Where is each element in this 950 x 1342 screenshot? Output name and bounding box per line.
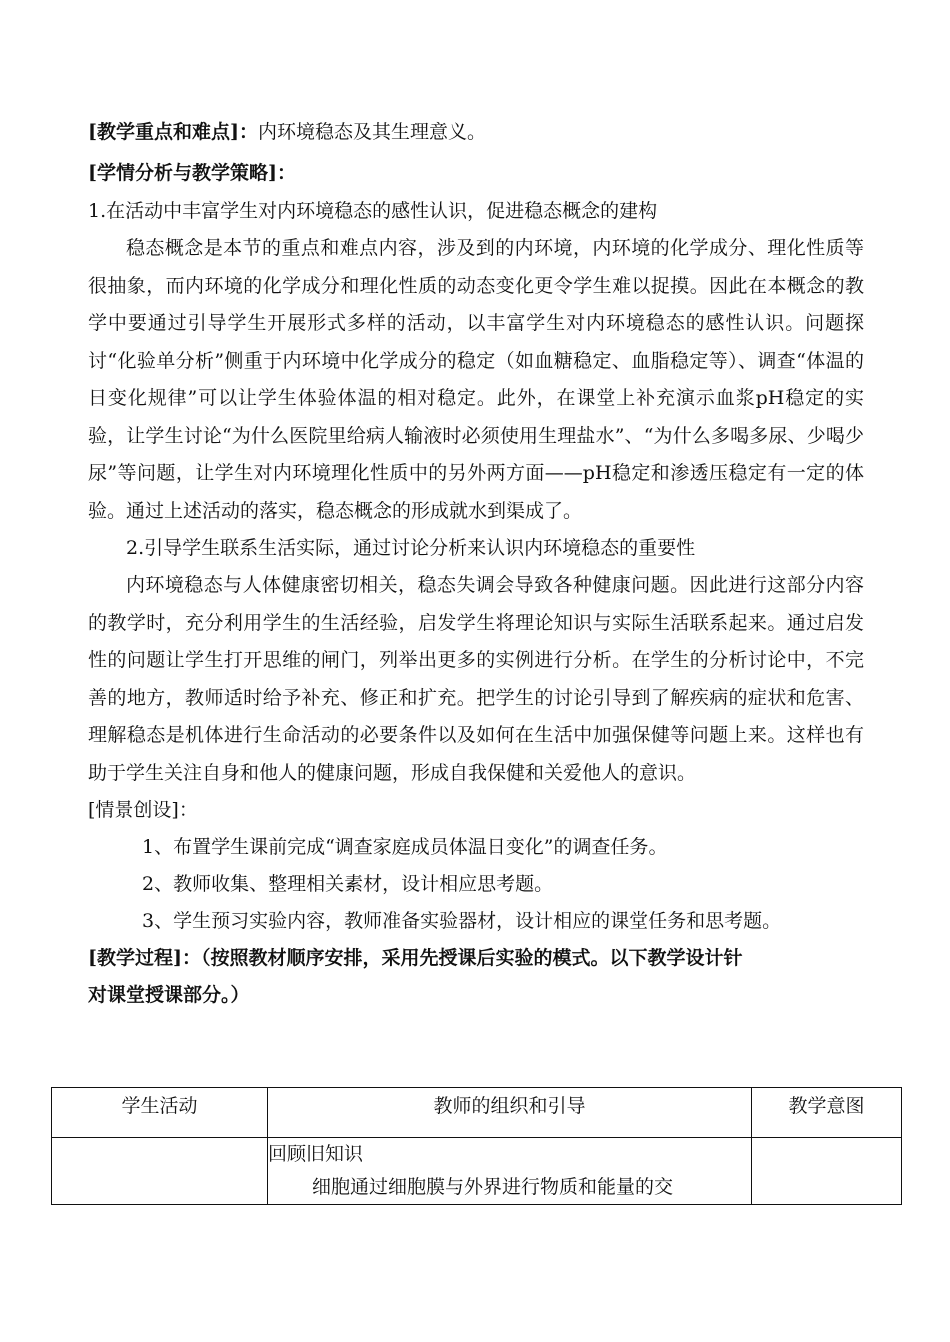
cell-teaching-intent — [752, 1138, 902, 1205]
strategy2-body: 内环境稳态与人体健康密切相关，稳态失调会导致各种健康问题。因此进行这部分内容的教学时，充分利用学生的生活经验，启发学生将理论知识与实际生活联系起来。通过启发性的问题让学生打开思维的闸门，列举出更多的实例进行分析。在学生的分析讨论中，不完善的地方，教师适时给予补充、修正和扩充。把学生的讨论引导到了解疾病的症状和危害、理解稳态是机体进行生命活动的必要条件以及如何在生活中加强保健等问题上来。这样也有助于学生关注自身和他人的健康问题，形成自我保健和关爱他人的意识。 — [88, 574, 864, 784]
lesson-table — [51, 1087, 902, 1205]
scenario-item: 2、教师收集、整理相关素材，设计相应思考题。 — [142, 873, 554, 895]
review-text: 细胞通过细胞膜与外界进行物质和能量的交 — [312, 1176, 674, 1198]
strategy2-title: 2.引导学生联系生活实际，通过讨论分析来认识内环境稳态的重要性 — [126, 537, 696, 559]
cell-teacher-guidance — [268, 1138, 752, 1205]
table-row — [52, 1138, 902, 1205]
process-heading-line1: [教学过程]：（按照教材顺序安排，采用先授课后实验的模式。以下教学设计针 — [88, 947, 743, 969]
analysis-heading: [学情分析与教学策略]： — [88, 162, 296, 184]
header-teacher-guidance: 教师的组织和引导 — [268, 1088, 752, 1138]
scenario-item: 3、学生预习实验内容，教师准备实验器材，设计相应的课堂任务和思考题。 — [142, 910, 782, 932]
header-teaching-intent: 教学意图 — [752, 1088, 902, 1138]
strategy1-body: 稳态概念是本节的重点和难点内容，涉及到的内环境，内环境的化学成分、理化性质等很抽象，而内环境的化学成分和理化性质的动态变化更令学生难以捉摸。因此在本概念的教学中要通过引导学生开展形式多样的活动，以丰富学生对内环境稳态的感性认识。问题探讨“化验单分析”侧重于内环境中化学成分的稳定（如血糖稳定、血脂稳定等）、调查“体温的日变化规律”可以让学生体验体温的相对稳定。此外，在课堂上补充演示血浆pH稳定的实验，让学生讨论“为什么医院里给病人输液时必须使用生理盐水”、“为什么多喝多尿、少喝少尿”等问题，让学生对内环境理化性质中的另外两方面——pH稳定和渗透压稳定有一定的体验。通过上述活动的落实，稳态概念的形成就水到渠成了。 — [88, 237, 864, 522]
review-title: 回顾旧知识 — [268, 1143, 364, 1165]
scenario-item: 1、布置学生课前完成“调查家庭成员体温日变化”的调查任务。 — [142, 836, 668, 858]
strategy1-title: 1.在活动中丰富学生对内环境稳态的感性认识，促进稳态概念的建构 — [88, 200, 658, 222]
focus-text: 内环境稳态及其生理意义。 — [257, 121, 486, 143]
process-heading-line2: 对课堂授课部分。） — [88, 984, 250, 1006]
cell-student-activity — [52, 1138, 268, 1205]
focus-label: [教学重点和难点]： — [88, 121, 258, 143]
table-header-row — [52, 1088, 902, 1138]
focus-line — [88, 114, 864, 151]
header-student-activity: 学生活动 — [52, 1088, 268, 1138]
scenario-heading: [情景创设]： — [88, 799, 198, 821]
document-body — [88, 114, 864, 1014]
